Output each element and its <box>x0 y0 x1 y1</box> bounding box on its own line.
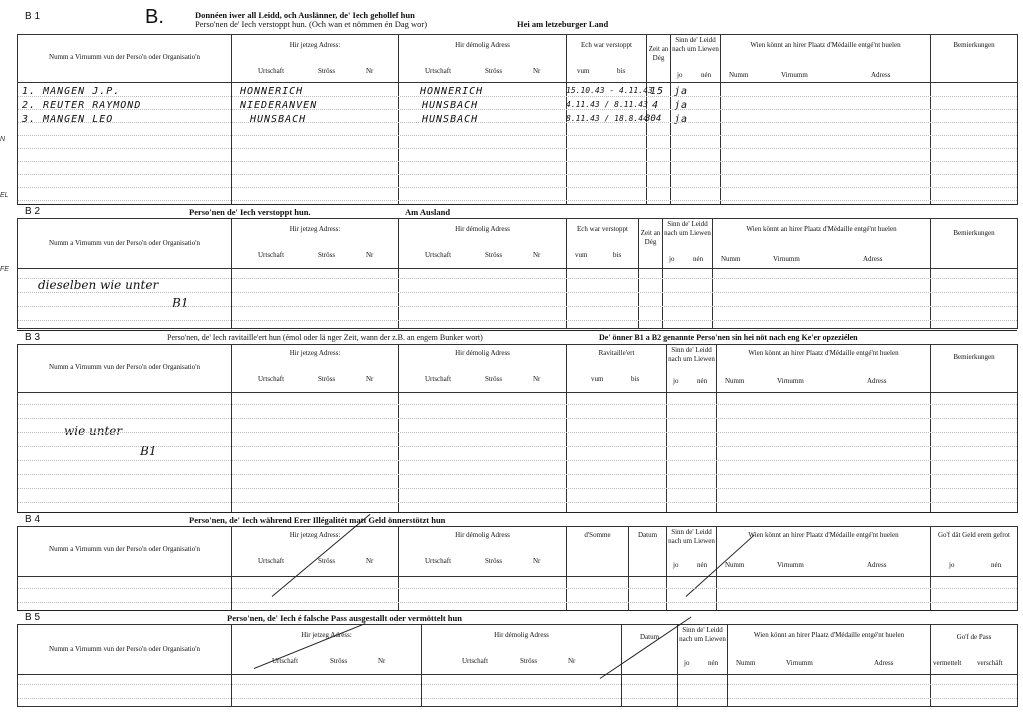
margin-note-n: N <box>0 136 6 143</box>
b4-col-gift: Go'f dät Geld erem gefrot jo nén <box>931 527 1018 577</box>
b1-entry-3-dates: 8.11.43 / 18.8.44 <box>566 114 648 123</box>
ruling-line <box>18 602 1017 603</box>
ruling-line <box>18 187 1017 188</box>
b4-col-medal: Wien könnt an hirer Plaatz d'Médaille entgé'nt huelen Numm Virnumm Adress <box>717 527 931 577</box>
b2-header <box>17 204 1017 219</box>
ruling-line <box>18 488 1017 489</box>
b2-table <box>17 218 1018 329</box>
b3-header <box>17 330 1017 345</box>
b3-note-line2: B1 <box>140 444 157 458</box>
ruling-line <box>18 588 1017 589</box>
b5-header <box>17 610 1017 625</box>
ruling-line <box>18 174 1017 175</box>
ruling-line <box>18 684 1017 685</box>
b4-title: Perso'nen, de' Iech während Erer Illégalitét matt Geld önnerstötzt hun <box>189 515 446 525</box>
ruling-line <box>18 404 1017 405</box>
b5-title: Perso'nen, de' Iech é falsche Pass ausgestallt oder vermöttelt hun <box>227 613 462 623</box>
b4-col-alive: Sinn de' Leidd nach um Liewen jo nén <box>667 527 717 577</box>
b1-entry-2-days: 4 <box>652 100 660 111</box>
b4-col-datum: Datum <box>629 527 667 577</box>
b3-title: Perso'nen, de' Iech ravitaille'ert hun (émol oder lä nger Zeit, wann der z.B. an engem Bunker wort) <box>167 333 483 342</box>
b1-entry-1-days: 15 <box>650 86 665 97</box>
margin-note-fe: FE <box>0 266 9 273</box>
b4-col-addr-old: Hir démolig Adress Urtschaft Ströss Nr <box>399 527 567 577</box>
ruling-line <box>18 446 1017 447</box>
b2-title: Perso'nen de' Iech verstoppt hun. <box>189 207 311 217</box>
b1-col-addr-old: Hir démolig Adress Urtschaft Ströss Nr <box>399 35 567 83</box>
ruling-line <box>18 292 1017 293</box>
b1-title-place: Hei am letzeburger Land <box>517 19 609 29</box>
b5-col-datum: Datum <box>622 625 678 675</box>
ruling-line <box>18 148 1017 149</box>
ruling-line <box>18 278 1017 279</box>
margin-note-el: EL <box>0 192 9 199</box>
b1-title-line2: Perso'nen de' Iech verstoppt hun. (Och wan et nömmen én Dag wor) <box>195 19 428 29</box>
b3-col-ravit: Ravitaille'ert vum bis <box>567 345 667 393</box>
b1-big-letter: B. <box>145 6 164 28</box>
b1-title-line1: Donnéen iwer all Leidd, och Auslänner, de' Iech gehollef hun <box>195 10 415 20</box>
b2-col-alive: Sinn de' Leidd nach um Liewen jo nén <box>663 219 713 269</box>
b1-col-alive: Sinn de' Leidd nach um Liewen jo nén <box>671 35 721 83</box>
b2-col-hidden: Ech war verstoppt vum bis <box>567 219 639 269</box>
b5-col-name: Numm a Virnumm vun der Perso'n oder Organisatio'n <box>18 625 232 675</box>
ruling-line <box>18 122 1017 123</box>
b3-code: B 3 <box>25 332 41 343</box>
b4-col-somme: d'Somme <box>567 527 629 577</box>
b1-col-medal: Wien könnt an hirer Plaatz d'Médaille entgé'nt huelen Numm Virnumm Adress <box>721 35 931 83</box>
b1-entry-1-now: HONNERICH <box>240 86 304 97</box>
ruling-line <box>18 161 1017 162</box>
ruling-line <box>18 460 1017 461</box>
b1-entry-3-alive: ja <box>674 114 689 125</box>
b1-col-remarks: Bemierkungen <box>931 35 1018 83</box>
b1-entry-2-old: HUNSBACH <box>422 100 479 111</box>
b1-entry-3-now: HUNSBACH <box>250 114 307 125</box>
b1-code: B 1 <box>25 11 41 22</box>
b3-col-remarks: Bemierkungen <box>931 345 1018 393</box>
b1-entry-2-alive: ja <box>674 100 689 111</box>
b5-col-addr-now: Hir jetzeg Adress: Urtschaft Ströss Nr <box>232 625 422 675</box>
ruling-line <box>18 200 1017 201</box>
ruling-line <box>18 698 1017 699</box>
b1-entry-2-now: NIEDERANVEN <box>240 100 318 111</box>
b2-col-time: Zeit an Dég <box>639 219 663 269</box>
b4-col-name: Numm a Virnumm vun der Perso'n oder Organisatio'n <box>18 527 232 577</box>
b3-col-addr-old: Hir démolig Adress Urtschaft Ströss Nr <box>399 345 567 393</box>
ruling-line <box>18 418 1017 419</box>
b5-col-medal: Wien könnt an hirer Plaatz d'Médaille entgé'nt huelen Numm Virnumm Adress <box>728 625 931 675</box>
b1-entry-1-dates: 15.10.43 - 4.11.43 <box>566 86 653 95</box>
b2-note-line1: dieselben wie unter <box>38 278 159 292</box>
b2-col-addr-now: Hir jetzeg Adress: Urtschaft Ströss Nr <box>232 219 399 269</box>
b5-code: B 5 <box>25 612 41 623</box>
b1-col-time: Zeit an Dég <box>647 35 671 83</box>
ruling-line <box>18 96 1017 97</box>
b3-col-medal: Wien könnt an hirer Plaatz d'Médaille entgé'nt huelen Numm Virnumm Adress <box>717 345 931 393</box>
b2-note-line2: B1 <box>172 296 189 310</box>
b1-entry-2-name: 2. REUTER RAYMOND <box>22 100 142 111</box>
b3-col-alive: Sinn de' Leidd nach um Liewen jo nén <box>667 345 717 393</box>
b1-entry-1-alive: ja <box>674 86 689 97</box>
b5-col-addr-old: Hir démolig Adress Urtschaft Ströss Nr <box>422 625 622 675</box>
b1-entry-3-old: HUNSBACH <box>422 114 479 125</box>
b2-col-remarks: Bemierkungen <box>931 219 1018 269</box>
ruling-line <box>18 320 1017 321</box>
b1-col-name: Numm a Virnumm vun der Perso'n oder Organisatio'n <box>18 35 232 83</box>
b2-col-addr-old: Hir démolig Adress Urtschaft Ströss Nr <box>399 219 567 269</box>
b2-title-place: Am Ausland <box>405 207 451 217</box>
ruling-line <box>18 306 1017 307</box>
b1-entry-1-name: 1. MANGEN J.P. <box>22 86 121 97</box>
b1-col-addr-now: Hir jetzeg Adress: Urtschaft Ströss Nr <box>232 35 399 83</box>
b5-col-pass: Go'f de Pass vermettelt verschäft <box>931 625 1018 675</box>
b1-entry-2-dates: 4.11.43 / 8.11.43 <box>566 100 648 109</box>
b1-entry-3-name: 3. MANGEN LEO <box>22 114 114 125</box>
b1-entry-1-old: HONNERICH <box>420 86 484 97</box>
b3-col-addr-now: Hir jetzeg Adress: Urtschaft Ströss Nr <box>232 345 399 393</box>
ruling-line <box>18 109 1017 110</box>
b1-entry-3-days: 304 <box>645 114 662 124</box>
ruling-line <box>18 432 1017 433</box>
b4-header <box>17 512 1017 527</box>
ruling-line <box>18 502 1017 503</box>
b4-code: B 4 <box>25 514 41 525</box>
b2-col-name: Numm a Virnumm vun der Perso'n oder Organisatio'n <box>18 219 232 269</box>
b1-table <box>17 34 1018 205</box>
b1-header <box>17 6 1017 29</box>
b5-col-alive: Sinn de' Leidd nach um Liewen jo nén <box>678 625 728 675</box>
b4-col-addr-now: Hir jetzeg Adress: Urtschaft Ströss Nr <box>232 527 399 577</box>
b3-title-extra: De' önner B1 a B2 genannte Perso'nen sin hei nöt nach eng Ke'er opzeziélen <box>599 333 858 342</box>
b1-col-hidden: Ech war verstoppt vum bis <box>567 35 647 83</box>
b2-col-medal: Wien könnt an hirer Plaatz d'Médaille entgé'nt huelen Numm Virnumm Adress <box>713 219 931 269</box>
b3-col-name: Numm a Virnumm vun der Perso'n oder Organisatio'n <box>18 345 232 393</box>
b3-note-line1: wie unter <box>64 424 123 438</box>
ruling-line <box>18 474 1017 475</box>
b5-table <box>17 624 1018 707</box>
ruling-line <box>18 135 1017 136</box>
b4-table <box>17 526 1018 611</box>
b2-code: B 2 <box>25 206 41 217</box>
